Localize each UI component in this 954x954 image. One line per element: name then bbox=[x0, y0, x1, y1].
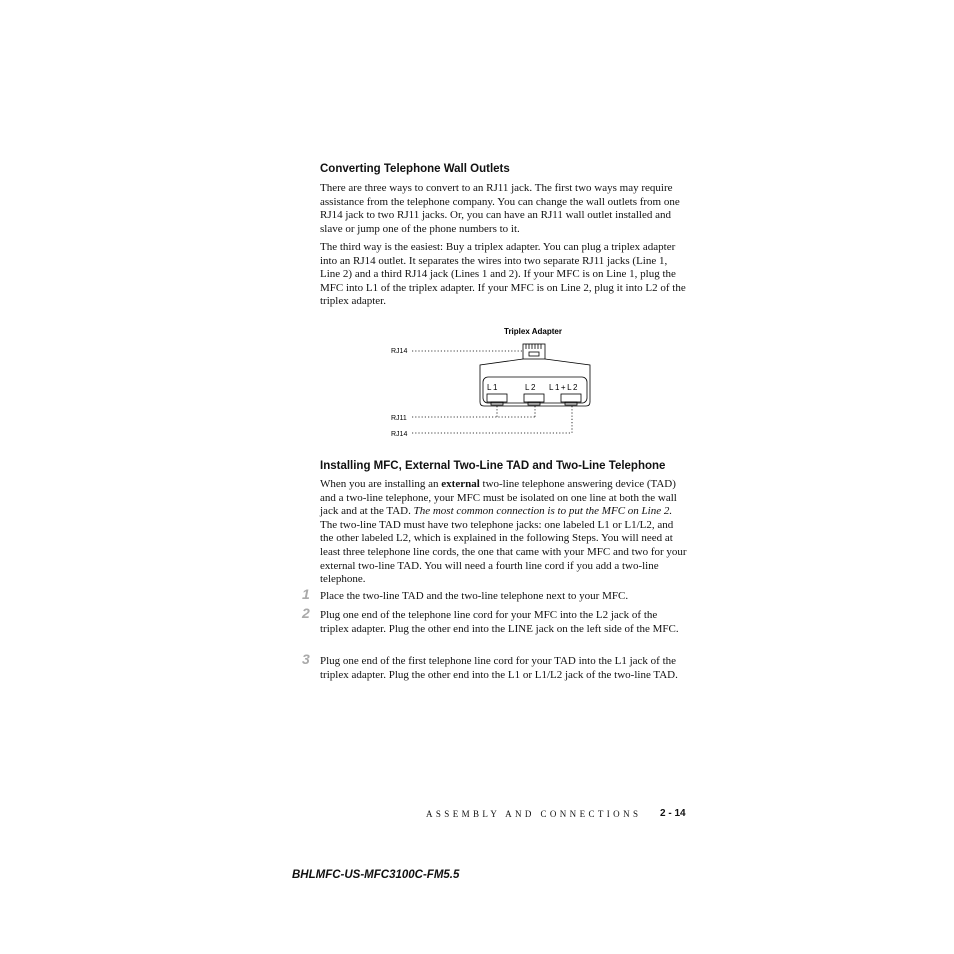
footer-section-name: ASSEMBLY AND CONNECTIONS bbox=[426, 809, 642, 819]
step-number-2: 2 bbox=[302, 605, 310, 621]
jack-label-l1: L1 bbox=[487, 383, 499, 392]
triplex-adapter-diagram bbox=[385, 322, 615, 440]
intro-text-b: two-line telephone answering device (TAD) and a two-line telephone, your MFC must be isolated on one line at both the wall jack and at the TAD. bbox=[320, 478, 677, 518]
step-number-1: 1 bbox=[302, 586, 310, 602]
document-id: BHLMFC-US-MFC3100C-FM5.5 bbox=[292, 869, 460, 881]
step-text-1: Place the two-line TAD and the two-line telephone next to your MFC. bbox=[320, 590, 629, 602]
footer-page-number: 2 - 14 bbox=[660, 808, 686, 819]
label-rj11: RJ11 bbox=[391, 415, 407, 422]
intro-bold-external: external bbox=[441, 478, 480, 490]
paragraph-three-ways: There are three ways to convert to an RJ11 jack. The first two ways may require assistance from the telephone company. You can change the wall outlets from one RJ14 jack to two RJ11 jacks. Or, you can have an RJ11 wall outlet installed and slave or jump one of the phone numbers to it. bbox=[320, 182, 680, 235]
intro-text-c: The two-line TAD must have two telephone jacks: one labeled L1 or L1/L2, and the other labeled L2, which is explained in the following Steps. You will need at least three telephone line cords, the one that came with your MFC and two for your external two-line TAD. You will need a fourth line cord if you add a two-line telephone. bbox=[320, 518, 687, 586]
intro-italic-note: The most common connection is to put the MFC on Line 2. bbox=[413, 505, 673, 518]
diagram-title: Triplex Adapter bbox=[504, 327, 562, 336]
label-rj14-bottom: RJ14 bbox=[391, 431, 408, 438]
section-heading-installing: Installing MFC, External Two-Line TAD and Two-Line Telephone bbox=[320, 460, 666, 472]
step-text-3: Plug one end of the first telephone line cord for your TAD into the L1 jack of the triplex adapter. Plug the other end into the L1 or L1/L2 jack of the two-line TAD. bbox=[320, 655, 678, 681]
intro-text-a: When you are installing an bbox=[320, 478, 442, 490]
paragraph-installing-intro bbox=[320, 478, 688, 587]
section-heading-converting: Converting Telephone Wall Outlets bbox=[320, 163, 510, 175]
paragraph-triplex: The third way is the easiest: Buy a triplex adapter. You can plug a triplex adapter into an RJ14 outlet. It separates the wires into two separate RJ11 jacks (Line 1, Line 2) and a third RJ14 jack (Lines 1 and 2). If your MFC is on Line 1, plug the MFC into L1 of the triplex adapter. If your MFC is on Line 2, plug it into L2 of the triplex adapter. bbox=[320, 241, 686, 308]
step-number-3: 3 bbox=[302, 651, 310, 667]
step-text-2: Plug one end of the telephone line cord for your MFC into the L2 jack of the triplex adapter. Plug the other end into the LINE jack on the left side of the MFC. bbox=[320, 609, 679, 635]
jack-label-l1l2: L1+L2 bbox=[549, 383, 579, 392]
rj14-plug bbox=[523, 344, 545, 359]
jack-label-l2: L2 bbox=[525, 383, 537, 392]
label-rj14-top: RJ14 bbox=[391, 348, 408, 355]
